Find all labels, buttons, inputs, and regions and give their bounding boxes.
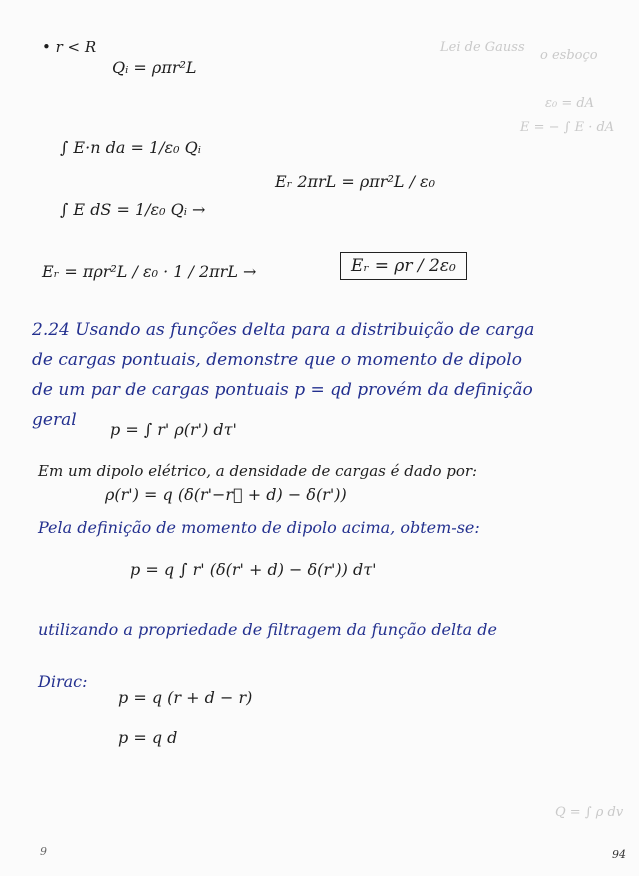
problem-line: geral (32, 410, 77, 430)
bleed-text: Q = ∫ ρ dv (555, 805, 624, 820)
density-equation: ρ(r') = q (δ(r'−r⃗ + d) − δ(r')) (105, 485, 347, 504)
bleed-text: E = − ∫ E · dA (520, 120, 615, 135)
problem-line: de um par de cargas pontuais p = qd provém da definição (32, 380, 533, 400)
moment-definition: Pela definição de momento de dipolo acima, obtem-se: (38, 518, 480, 537)
case-label: • r < R (42, 38, 97, 56)
final-equation: p = q d (118, 728, 178, 747)
sifting-property: utilizando a propriedade de filtragem da função delta de (38, 620, 497, 639)
boxed-result: Eᵣ = ρr / 2ε₀ (340, 252, 467, 280)
charge-equation: Qᵢ = ρπr²L (112, 58, 197, 77)
bleed-text: ε₀ = dA (545, 96, 595, 111)
flux-equation: Eᵣ 2πrL = ρπr²L / ε₀ (275, 172, 436, 191)
problem-line: de cargas pontuais, demonstre que o momento de dipolo (32, 350, 522, 370)
dirac-label: Dirac: (38, 672, 88, 691)
page-number: 9 (40, 845, 47, 858)
corner-mark: 94 (612, 848, 626, 861)
bleed-text: Lei de Gauss (440, 40, 525, 55)
moment-equation: p = q ∫ r' (δ(r' + d) − δ(r')) dτ' (130, 560, 377, 579)
general-definition: p = ∫ r' ρ(r') dτ' (110, 420, 237, 439)
answer-intro: Em um dipolo elétrico, a densidade de cargas é dado por: (38, 462, 478, 480)
step-equation: p = q (r + d − r) (118, 688, 253, 707)
field-substitution: Eᵣ = πρr²L / ε₀ · 1 / 2πrL → (42, 262, 257, 281)
bleed-text: o esboço (540, 48, 598, 63)
gauss-equation-2: ∫ E dS = 1/ε₀ Qᵢ → (60, 200, 206, 219)
problem-line: 2.24 Usando as funções delta para a distribuição de carga (32, 320, 535, 340)
gauss-equation-1: ∫ E·n da = 1/ε₀ Qᵢ (60, 138, 201, 157)
